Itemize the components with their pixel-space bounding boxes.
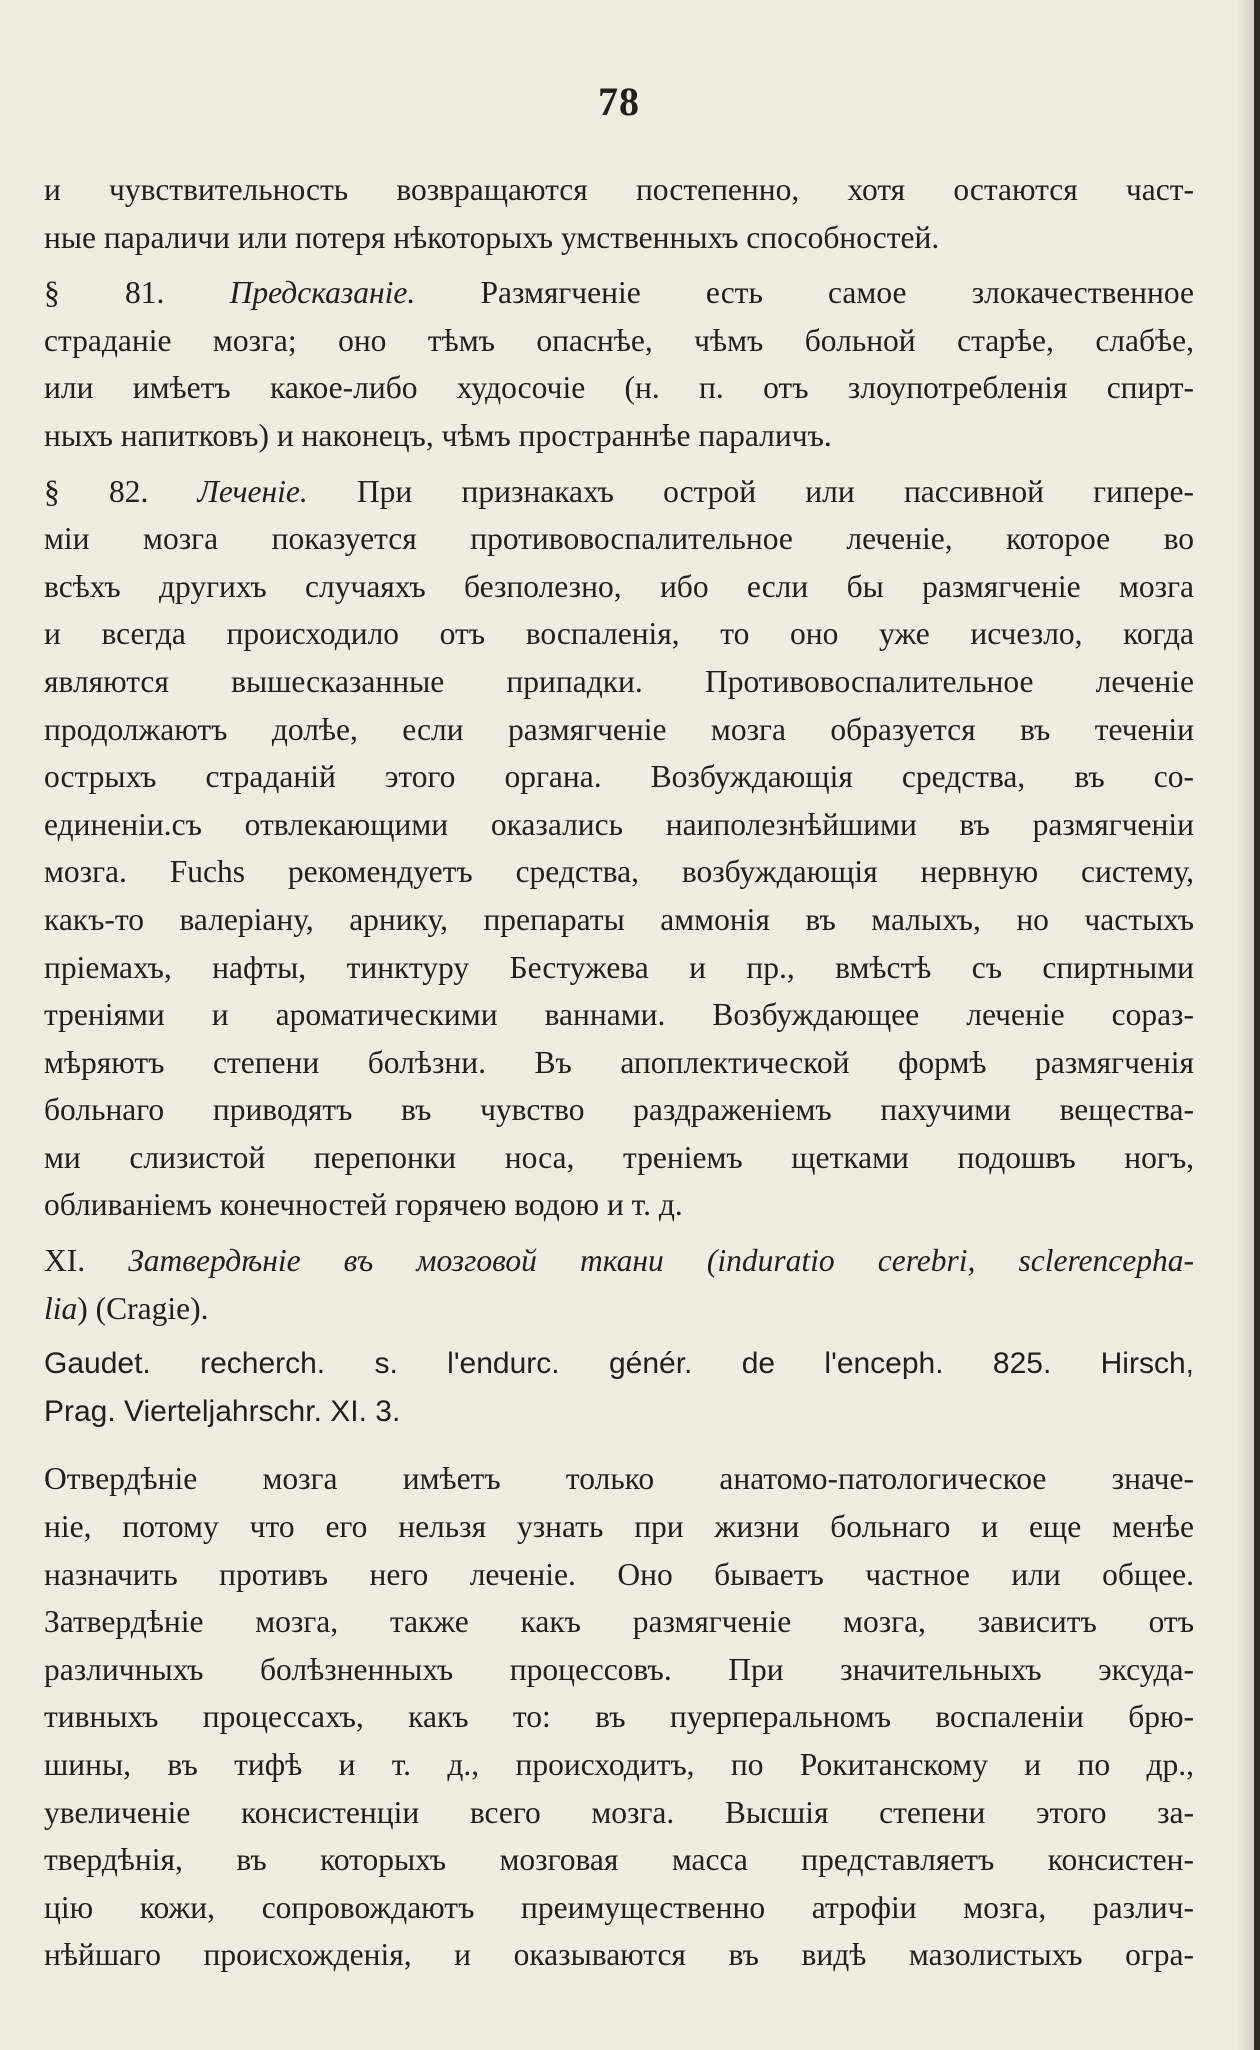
text-line: ныхъ напитковъ) и наконецъ, чѣмъ пространнѣе параличъ. bbox=[44, 417, 832, 453]
heading-text: Предсказаніе. bbox=[229, 275, 416, 311]
text-line: шины, въ тифѣ и т. д., происходитъ, по Рокитанскому и по др., bbox=[44, 1747, 1194, 1782]
text-line: и всегда происходило отъ воспаленія, то оно уже исчезло, когда bbox=[44, 616, 1194, 652]
heading-text: Затвердѣніе въ мозговой ткани (induratio cerebri, sclerencepha- bbox=[128, 1243, 1194, 1279]
text-line: единеніи.съ отвлекающими оказались наиполезнѣйшими въ размягченіи bbox=[44, 806, 1194, 842]
text-line: назначить противъ него леченіе. Оно бываетъ частное или общее. bbox=[44, 1556, 1194, 1592]
page-number: 78 bbox=[598, 79, 640, 124]
text-line: тивныхъ процессахъ, какъ то: въ пуерперальномъ воспаленіи брю- bbox=[44, 1699, 1194, 1735]
paragraph-continuation bbox=[44, 166, 1194, 261]
paragraph-section-81 bbox=[44, 269, 1194, 459]
text-line: треніями и ароматическими ваннами. Возбуждающее леченіе сораз- bbox=[44, 997, 1194, 1033]
heading-text: Леченіе. bbox=[197, 473, 308, 509]
text-line: нѣйшаго происхожденія, и оказываются въ видѣ мазолистыхъ огра- bbox=[44, 1937, 1194, 1973]
text-line: продолжаютъ долѣе, если размягченіе мозга образуется въ теченіи bbox=[44, 711, 1194, 747]
text-line: всѣхъ другихъ случаяхъ безполезно, ибо если бы размягченіе мозга bbox=[44, 568, 1194, 604]
reference-line: Prag. Vierteljahrschr. XI. 3. bbox=[44, 1394, 401, 1428]
text-line: острыхъ страданій этого органа. Возбуждающія средства, въ со- bbox=[44, 759, 1194, 795]
section-heading-XI bbox=[44, 1237, 1194, 1332]
text-line: мозга. Fuchs рекомендуетъ средства, возбуждающія нервную систему, bbox=[44, 854, 1194, 890]
text-line: § 82. Леченіе. При признакахъ острой или пассивной гипере- bbox=[44, 473, 1194, 509]
text-line: § 81. Предсказаніе. Размягченіе есть самое злокачественное bbox=[44, 275, 1194, 311]
text-line: больнаго приводятъ въ чувство раздраженіемъ пахучими вещества- bbox=[44, 1092, 1194, 1128]
text-line: являются вышесказанные припадки. Противовоспалительное леченіе bbox=[44, 663, 1194, 699]
page-edge-shadow bbox=[1236, 0, 1254, 2050]
text-line: XI. Затвердѣніе въ мозговой ткани (induratio cerebri, sclerencepha- bbox=[44, 1243, 1194, 1279]
page-edge bbox=[1254, 0, 1260, 2050]
text-line: цію кожи, сопровождаютъ преимущественно атрофіи мозга, различ- bbox=[44, 1889, 1194, 1925]
text-line: міи мозга показуется противовоспалительное леченіе, которое во bbox=[44, 521, 1194, 557]
text-line: страданіе мозга; оно тѣмъ опаснѣе, чѣмъ больной старѣе, слабѣе, bbox=[44, 322, 1194, 358]
text-line: ніе, потому что его нельзя узнать при жизни больнаго и еще менѣе bbox=[44, 1509, 1194, 1545]
text-line: Затвердѣніе мозга, также какъ размягченіе мозга, зависитъ отъ bbox=[44, 1604, 1194, 1640]
text-line: и чувствительность возвращаются постепенно, хотя остаются част- bbox=[44, 172, 1194, 207]
heading-text: lia bbox=[44, 1290, 78, 1326]
references bbox=[44, 1340, 1194, 1435]
text-line: обливаніемъ конечностей горячею водою и т. д. bbox=[44, 1187, 683, 1223]
text-line: твердѣнія, въ которыхъ мозговая масса представляетъ консистен- bbox=[44, 1842, 1194, 1878]
body-text bbox=[44, 166, 1194, 1979]
text-line: какъ-то валеріану, арнику, препараты аммонія въ малыхъ, но частыхъ bbox=[44, 901, 1194, 937]
text-line: пріемахъ, нафты, тинктуру Бестужева и пр., вмѣстѣ съ спиртными bbox=[44, 949, 1194, 985]
text-line: различныхъ болѣзненныхъ процессовъ. При значительныхъ эксуда- bbox=[44, 1651, 1194, 1687]
text-line: мѣряютъ степени болѣзни. Въ апоплектической формѣ размягченія bbox=[44, 1044, 1194, 1080]
text-line: lia) (Cragie). bbox=[44, 1290, 209, 1326]
text-line: Отвердѣніе мозга имѣетъ только анатомо-патологическое значе- bbox=[44, 1461, 1194, 1497]
text-line: ные параличи или потеря нѣкоторыхъ умственныхъ способностей. bbox=[44, 219, 940, 255]
paragraph-induration bbox=[44, 1455, 1194, 1979]
book-page bbox=[44, 0, 1194, 2050]
text-line: увеличеніе консистенціи всего мозга. Высшія степени этого за- bbox=[44, 1794, 1194, 1830]
text-line: или имѣетъ какое-либо худосочіе (н. п. отъ злоупотребленія спирт- bbox=[44, 370, 1194, 406]
text-line: ми слизистой перепонки носа, треніемъ щетками подошвъ ногъ, bbox=[44, 1139, 1194, 1175]
paragraph-section-82 bbox=[44, 468, 1194, 1230]
reference-line: Gaudet. recherch. s. l'endurc. génér. de l'enceph. 825. Hirsch, bbox=[44, 1347, 1194, 1381]
